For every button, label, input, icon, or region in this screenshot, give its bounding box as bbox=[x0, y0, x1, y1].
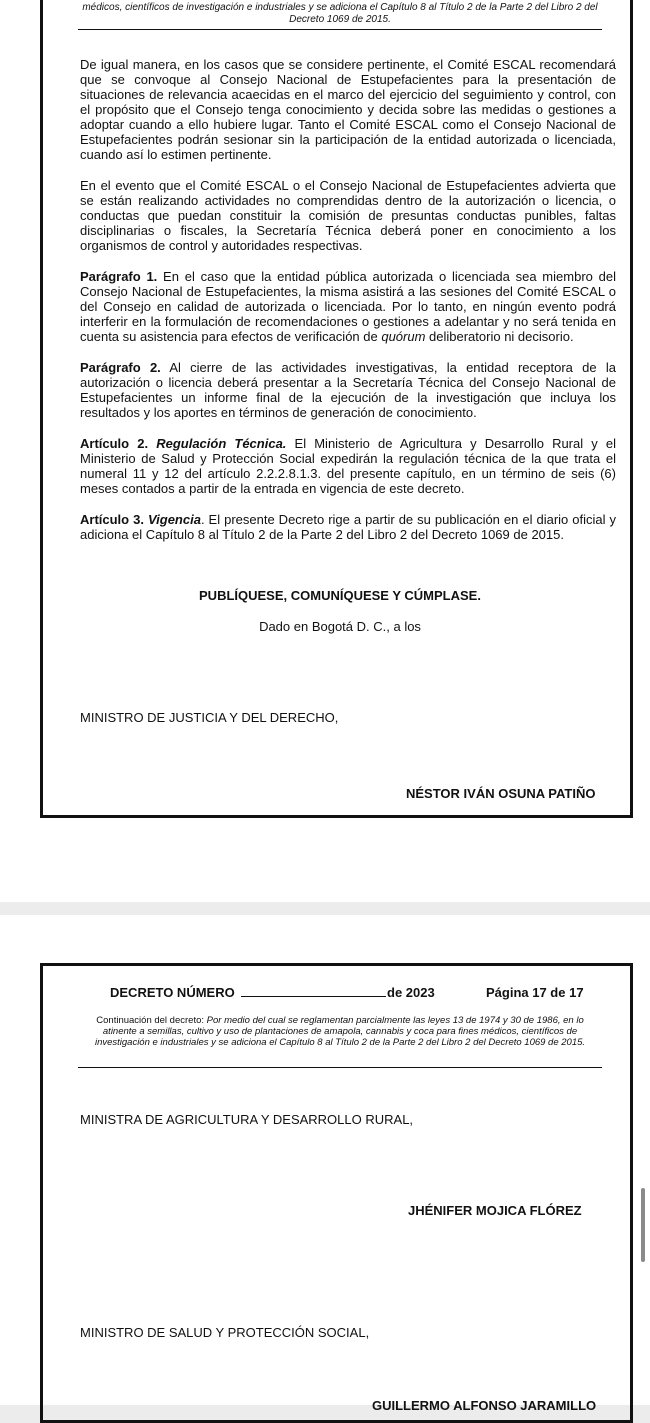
page-number: Página 17 de 17 bbox=[486, 985, 584, 1000]
paragrafo-1-label: Parágrafo 1. bbox=[80, 269, 158, 284]
minister-agricultura-name: JHÉNIFER MOJICA FLÓREZ bbox=[408, 1203, 582, 1218]
continuation-header bbox=[80, 1015, 600, 1048]
paragrafo-1-end: deliberatorio ni decisorio. bbox=[425, 329, 574, 344]
paragraph-evento: En el evento que el Comité ESCAL o el Consejo Nacional de Estupefacientes advierta que se están realizando actividades no comprendidas dentro de la autorización o licencia, o conductas que puedan constituir la comisión de presuntas conductas punibles, faltas disciplinarias o fiscales, la Secretaría Técnica deberá poner en conocimiento a los organismos de control y autoridades respectivas. bbox=[80, 178, 616, 253]
continuation-text: Por medio del cual se reglamentan parcialmente las leyes 13 de 1974 y 30 de 1986, en lo atinente a semillas, cultivo y uso de plantaciones de amapola, cannabis y coca para fines médicos, científicos de investigación e industriales y se adiciona el Capítulo 8 al Título 2 de la Parte 2 del Libro 2 del Decreto 1069 de 2015. bbox=[94, 1015, 586, 1048]
minister-agricultura-title: MINISTRA DE AGRICULTURA Y DESARROLLO RURAL, bbox=[80, 1112, 414, 1127]
decreto-year: de 2023 bbox=[387, 985, 435, 1000]
paragrafo-1 bbox=[80, 269, 616, 344]
minister-justicia-title: MINISTRO DE JUSTICIA Y DEL DERECHO, bbox=[80, 710, 339, 725]
articulo-2-title: Regulación Técnica. bbox=[156, 436, 287, 451]
paragraph-comite-escal: De igual manera, en los casos que se considere pertinente, el Comité ESCAL recomendará que se convoque al Consejo Nacional de Estupefacientes para la presentación de situaciones de relevancia acaecidas en el marco del ejercicio del seguimiento y control, con el propósito que el Consejo tenga conocimiento y decida sobre las medidas o gestiones a adoptar cuando a ello hubiere lugar. Tanto el Comité ESCAL como el Consejo Nacional de Estupefacientes podrán sesionar sin la participación de la entidad autorizada o licenciada, cuando así lo estimen pertinente. bbox=[80, 57, 616, 162]
articulo-3-text: . El presente Decreto rige a partir de su publicación en el diario oficial y adiciona el Capítulo 8 al Título 2 de la Parte 2 del Libro 2 del Decreto 1069 de 2015. bbox=[80, 512, 616, 542]
articulo-3 bbox=[80, 512, 616, 542]
articulo-3-title: Vigencia bbox=[147, 512, 201, 527]
minister-salud-title: MINISTRO DE SALUD Y PROTECCIÓN SOCIAL, bbox=[80, 1325, 370, 1340]
page-header-continuation: médicos, científicos de investigación e industriales y se adiciona el Capítulo 8 al Título 2 de la Parte 2 del Libro 2 del Decreto 1069 de 2015. bbox=[82, 2, 598, 25]
paragrafo-2 bbox=[80, 360, 616, 420]
quorum-word: quórum bbox=[381, 329, 426, 344]
header-rule bbox=[78, 1067, 602, 1068]
header-rule bbox=[78, 29, 602, 30]
document-page-17 bbox=[0, 915, 650, 1413]
publiquese-line: PUBLÍQUESE, COMUNÍQUESE Y CÚMPLASE. bbox=[199, 588, 481, 603]
minister-justicia-name: NÉSTOR IVÁN OSUNA PATIÑO bbox=[406, 786, 596, 801]
decree-header bbox=[110, 985, 590, 1001]
articulo-3-label: Artículo 3. bbox=[80, 512, 144, 527]
decreto-numero-label: DECRETO NÚMERO bbox=[110, 985, 235, 1000]
dado-en-line: Dado en Bogotá D. C., a los bbox=[259, 619, 421, 634]
articulo-2-label: Artículo 2. bbox=[80, 436, 149, 451]
paragrafo-2-text: Al cierre de las actividades investigativas, la entidad receptora de la autorización o licencia deberá presentar a la Secretaría Técnica del Consejo Nacional de Estupefacientes un informe final de la ejecución de la investigación que incluya los resultados y los aportes en términos de generación de conocimiento. bbox=[80, 360, 616, 420]
paragrafo-1-text: En el caso que la entidad pública autorizada o licenciada sea miembro del Consejo Nacional de Estupefacientes, la misma asistirá a las sesiones del Comité ESCAL o del Consejo en calidad de autorizada o licenciada. Por lo tanto, en ningún evento podrá interferir en la formulación de recomendaciones o gestiones a adelantar y no será tenida en cuenta su asistencia para efectos de verificación de bbox=[80, 269, 616, 344]
paragrafo-2-label: Parágrafo 2. bbox=[80, 360, 161, 375]
continuation-label: Continuación del decreto: bbox=[96, 1015, 207, 1026]
articulo-2-text: El Ministerio de Agricultura y Desarrollo Rural y el Ministerio de Salud y Protección Social expedirán la regulación técnica de la que trata el numeral 11 y 12 del artículo 2.2.2.8.1.3. del presente capítulo, en un término de seis (6) meses contados a partir de la entrada en vigencia de este decreto. bbox=[80, 436, 616, 496]
minister-salud-name: GUILLERMO ALFONSO JARAMILLO bbox=[372, 1398, 597, 1413]
articulo-2 bbox=[80, 436, 616, 496]
scrollbar-thumb[interactable] bbox=[641, 1188, 645, 1262]
